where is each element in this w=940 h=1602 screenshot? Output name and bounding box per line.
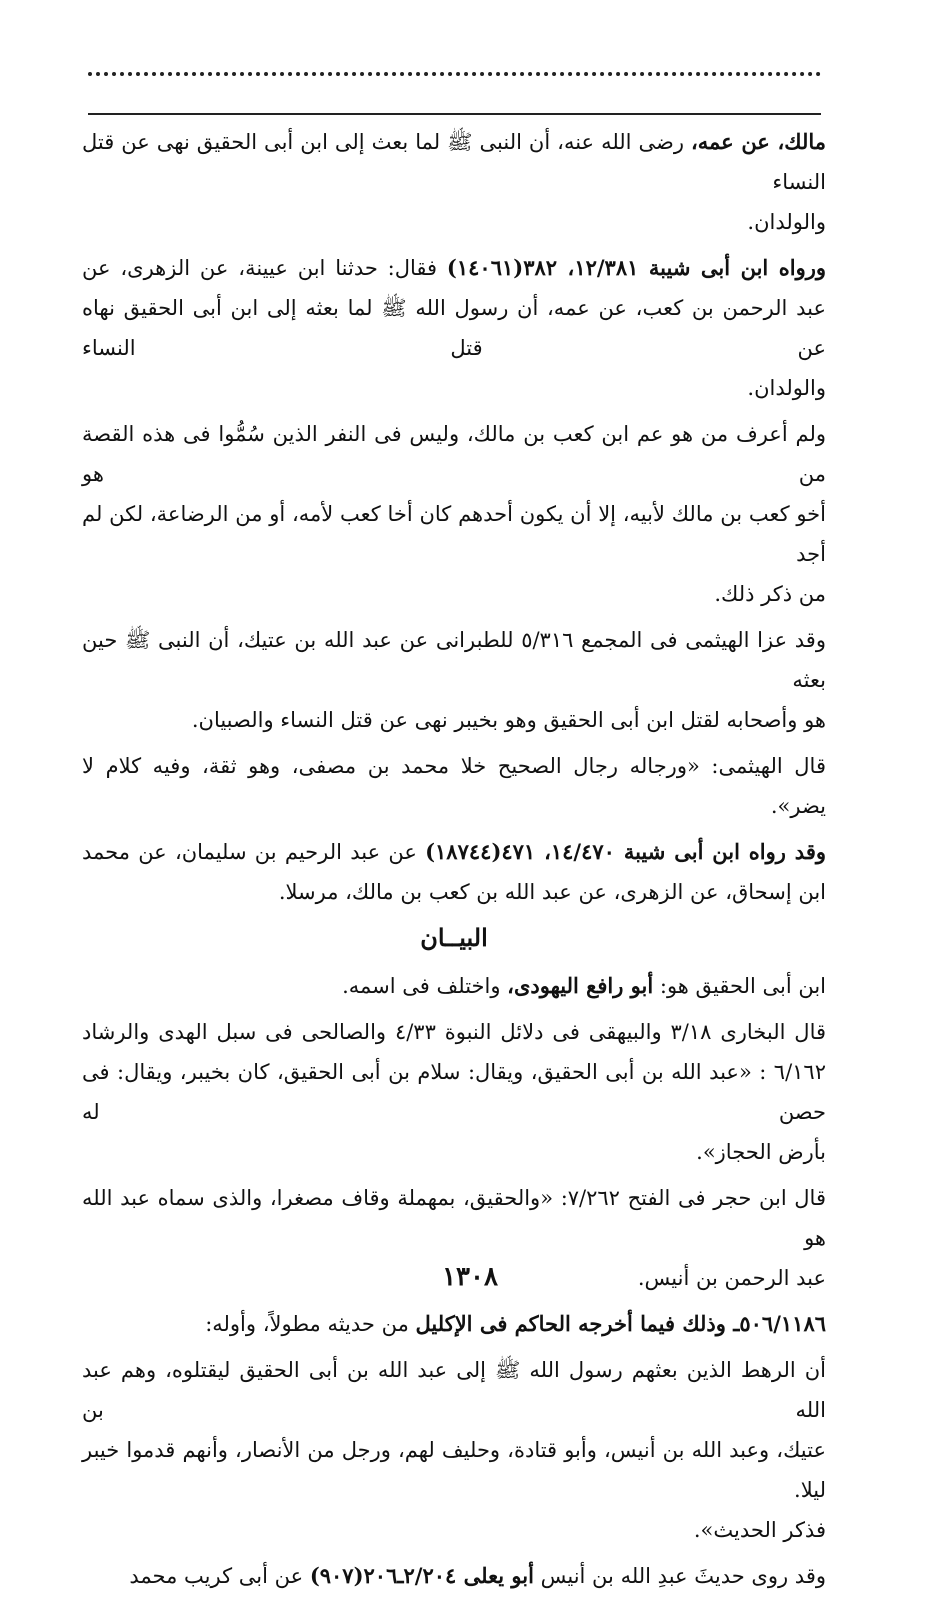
text-span: فذكر الحديث».	[693, 1518, 826, 1542]
text-span: ابن أبى الحقيق هو:	[653, 974, 826, 998]
text-span: ابن إسحاق، عن الزهرى، عن عبد الله بن كعب بن مالك، مرسلا.	[278, 880, 826, 904]
text-line	[82, 414, 826, 494]
text-line	[82, 1556, 826, 1596]
text-line	[82, 1012, 826, 1052]
text-span: عبد الرحمن بن أنيس.	[637, 1266, 826, 1290]
text-line	[82, 832, 826, 872]
text-line	[82, 1510, 826, 1550]
page-number: ١٣٠٨	[442, 1262, 498, 1292]
page-body	[82, 122, 826, 1602]
text-span: عبد الرحمن بن كعب، عن عمه، أن رسول الله ﷺ لما بعثه إلى ابن أبى الحقيق نهاه عن قتل النساء	[82, 296, 826, 360]
paragraph	[82, 1012, 826, 1172]
text-span: من ذكر ذلك.	[714, 582, 826, 606]
text-line	[82, 746, 826, 786]
main-text-section	[82, 122, 826, 912]
text-line	[82, 574, 826, 614]
text-span: وقد عزا الهيثمى فى المجمع ٥/٣١٦ للطبرانى عن عبد الله بن عتيك، أن النبى ﷺ حين بعثه	[82, 628, 826, 692]
bold-citation: أبو يعلى ٢/٢٠٤ـ٢٠٦(٩٠٧)	[309, 1563, 534, 1588]
text-span: عن أبى كريب محمد	[129, 1564, 310, 1588]
paragraph	[82, 122, 826, 242]
text-line	[82, 1132, 826, 1172]
text-span: رضى الله عنه، أن النبى ﷺ لما بعث إلى ابن أبى الحقيق نهى عن قتل النساء	[82, 130, 826, 194]
text-line	[82, 1178, 826, 1258]
text-span: عتيك، وعبد الله بن أنيس، وأبو قتادة، وحليف لهم، ورجل من الأنصار، وأنهم قدموا خيبر ليلا.	[82, 1438, 826, 1502]
paragraph	[82, 1350, 826, 1550]
text-line	[82, 620, 826, 700]
text-span: عن عبد الرحيم بن سليمان، عن محمد	[82, 840, 426, 864]
bold-citation: وقد رواه ابن أبى شيبة ١٤/٤٧٠، ٤٧١(١٨٧٤٤)	[425, 839, 826, 864]
paragraph	[82, 746, 826, 826]
text-line	[82, 494, 826, 574]
text-line	[82, 122, 826, 202]
bold-citation: ٥٠٦/١١٨٦ـ وذلك فيما أخرجه الحاكم فى الإكليل	[415, 1311, 826, 1336]
text-line	[82, 1304, 826, 1344]
text-span: من حديثه مطولاً، وأوله:	[205, 1312, 416, 1336]
text-line	[82, 786, 826, 826]
text-span: واختلف فى اسمه.	[342, 974, 508, 998]
text-line	[82, 248, 826, 288]
text-span: أن الرهط الذين بعثهم رسول الله ﷺ إلى عبد الله بن أبى الحقيق ليقتلوه، وهم عبد الله بن	[82, 1358, 826, 1422]
bold-citation: مالك، عن عمه،	[690, 129, 826, 154]
text-span: وقد روى حديثَ عبدِ الله بن أنيس	[533, 1564, 826, 1588]
text-span: قال البخارى ٣/١٨ والبيهقى فى دلائل النبوة ٤/٣٣ والصالحى فى سبل الهدى والرشاد	[82, 1020, 827, 1044]
text-line	[82, 202, 826, 242]
text-span: والولدان.	[747, 210, 826, 234]
dotted-separator	[88, 72, 821, 76]
section-heading: البيــان	[420, 923, 488, 952]
paragraph	[82, 1304, 826, 1344]
text-span: قال ابن حجر فى الفتح ٧/٢٦٢: «والحقيق، بمهملة وقاف مصغرا، والذى سماه عبد الله هو	[82, 1186, 826, 1250]
text-span: والولدان.	[747, 376, 826, 400]
text-line	[82, 288, 826, 368]
text-span: ولم أعرف من هو عم ابن كعب بن مالك، وليس فى النفر الذين سُمُّوا فى هذه القصة من هو	[82, 422, 826, 486]
text-line	[82, 1052, 826, 1132]
text-line	[82, 700, 826, 740]
text-line	[82, 1430, 826, 1510]
horizontal-rule	[88, 113, 821, 115]
text-span: ٦/١٦٢ : «عبد الله بن أبى الحقيق، ويقال: سلام بن أبى الحقيق، كان بخيبر، ويقال: فى حصن له	[82, 1060, 826, 1124]
text-span: أخو كعب بن مالك لأبيه، إلا أن يكون أحدهم كان أخا كعب لأمه، أو من الرضاعة، لكن لم أجد	[82, 502, 826, 566]
text-line	[82, 872, 826, 912]
paragraph	[82, 414, 826, 614]
paragraph	[82, 832, 826, 912]
paragraph	[82, 966, 826, 1006]
text-line	[82, 1350, 826, 1430]
bold-citation: ورواه ابن أبى شيبة ١٢/٣٨١، ٣٨٢(١٤٠٦١)	[446, 255, 826, 280]
paragraph	[82, 248, 826, 408]
text-span: فقال: حدثنا ابن عيينة، عن الزهرى، عن	[82, 256, 447, 280]
text-span: هو وأصحابه لقتل ابن أبى الحقيق وهو بخيبر نهى عن قتل النساء والصبيان.	[191, 708, 826, 732]
bold-citation: أبو رافع اليهودى،	[507, 973, 654, 998]
text-span: قال الهيثمى: «ورجاله رجال الصحيح خلا محمد بن مصفى، وهو ثقة، وفيه كلام لا	[82, 754, 826, 778]
text-line	[82, 368, 826, 408]
paragraph	[82, 1556, 826, 1596]
paragraph	[82, 620, 826, 740]
text-span: بأرض الحجاز».	[696, 1140, 826, 1164]
text-span: يضر».	[770, 794, 826, 818]
text-line	[82, 966, 826, 1006]
